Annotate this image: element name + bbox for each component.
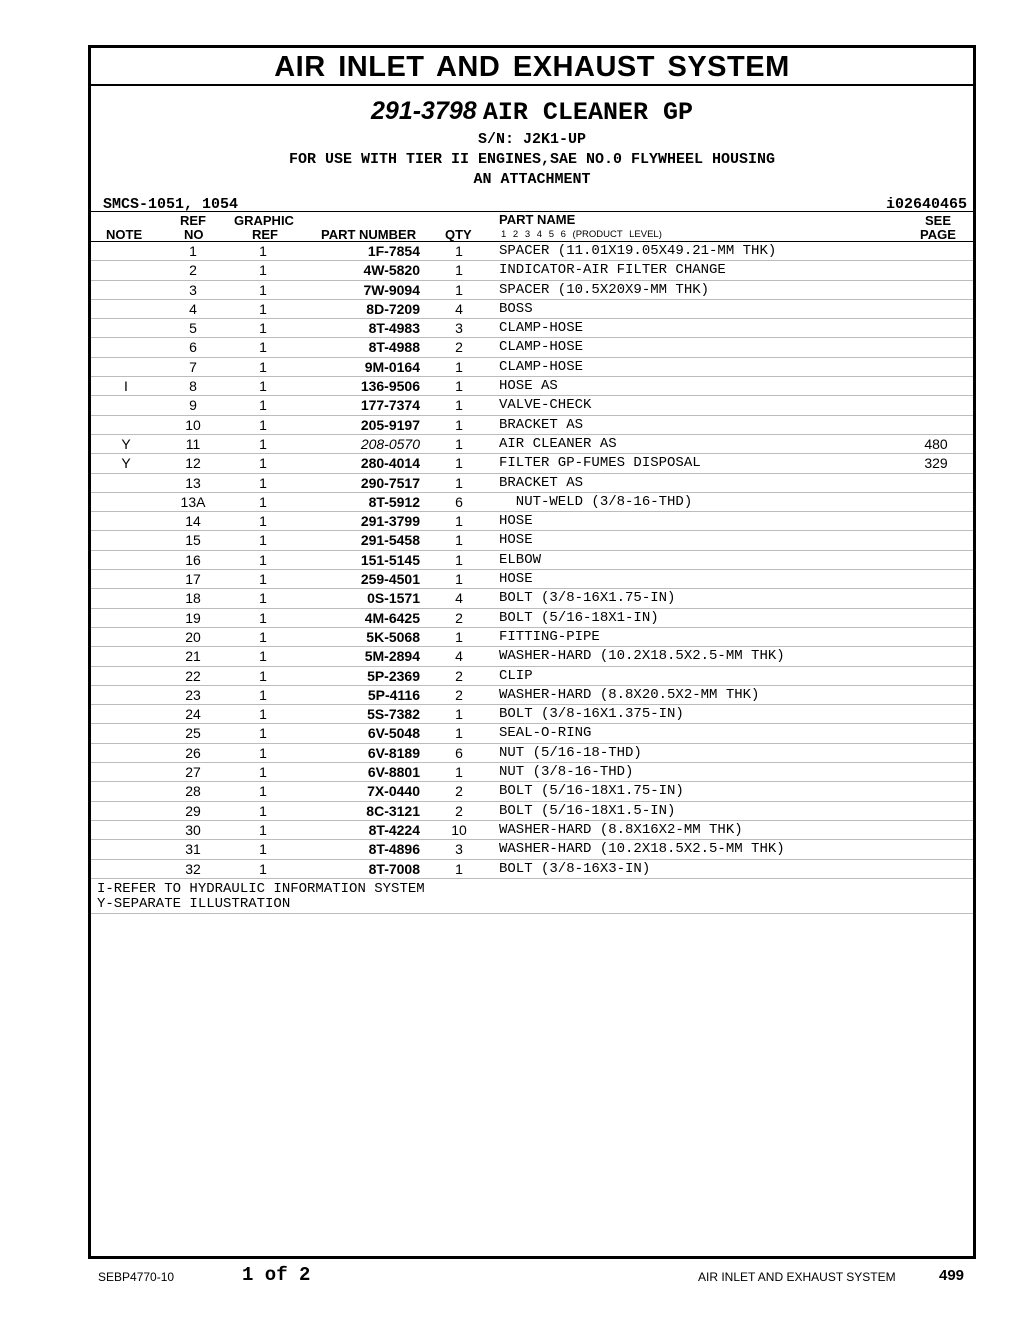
ref-no-cell: 21 xyxy=(185,648,201,665)
table-row xyxy=(91,763,973,782)
qty-cell: 4 xyxy=(455,590,463,607)
ref-no-cell: 16 xyxy=(185,551,201,568)
part-name-cell: VALVE-CHECK xyxy=(499,397,592,414)
qty-cell: 1 xyxy=(455,571,463,588)
part-number-cell[interactable]: 205-9197 xyxy=(360,416,420,433)
graphic-ref-cell: 1 xyxy=(259,783,267,800)
ref-no-cell: 9 xyxy=(189,397,197,414)
usage-line-2: AN ATTACHMENT xyxy=(473,171,591,188)
graphic-ref-cell: 1 xyxy=(259,821,267,838)
graphic-ref-cell: 1 xyxy=(259,802,267,819)
part-name-cell: CLIP xyxy=(499,667,533,684)
part-number-cell[interactable]: 280-4014 xyxy=(360,455,420,472)
ref-no-cell: 7 xyxy=(189,358,197,375)
table-row xyxy=(91,512,973,531)
ref-no-cell: 12 xyxy=(185,455,201,472)
table-row xyxy=(91,705,973,724)
part-number-cell[interactable]: 4W-5820 xyxy=(363,262,420,279)
qty-cell: 1 xyxy=(455,358,463,375)
part-number-cell[interactable]: 8T-4896 xyxy=(368,841,420,858)
qty-cell: 1 xyxy=(455,262,463,279)
table-row xyxy=(91,281,973,300)
part-name-cell: BOLT (5/16-18X1.75-IN) xyxy=(499,783,684,800)
graphic-ref-cell: 1 xyxy=(259,648,267,665)
table-row xyxy=(91,474,973,493)
part-number-cell[interactable]: 5M-2894 xyxy=(364,648,420,665)
qty-cell: 1 xyxy=(455,243,463,259)
part-number-cell[interactable]: 151-5145 xyxy=(360,551,420,568)
part-number-cell[interactable]: 6V-5048 xyxy=(367,725,420,742)
table-row xyxy=(91,377,973,396)
qty-cell: 6 xyxy=(455,744,463,761)
graphic-ref-cell: 1 xyxy=(259,281,267,298)
graphic-ref-cell: 1 xyxy=(259,667,267,684)
part-name-cell: HOSE xyxy=(499,571,533,588)
ref-no-cell: 8 xyxy=(189,378,197,395)
qty-cell: 6 xyxy=(455,493,463,510)
part-name-cell: BOLT (5/16-18X1-IN) xyxy=(499,609,659,626)
part-name-cell: SPACER (11.01X19.05X49.21-MM THK) xyxy=(499,243,777,259)
graphic-ref-cell: 1 xyxy=(259,513,267,530)
part-number-cell[interactable]: 1F-7854 xyxy=(367,243,420,259)
page-frame xyxy=(88,45,976,1259)
graphic-ref-cell: 1 xyxy=(259,590,267,607)
graphic-ref-cell: 1 xyxy=(259,474,267,491)
usage-line-1: FOR USE WITH TIER II ENGINES,SAE NO.0 FLYWHEEL HOUSING xyxy=(288,151,776,168)
table-row xyxy=(91,454,973,473)
part-name-cell: HOSE AS xyxy=(499,378,558,395)
serial-number: S/N: J2K1-UP xyxy=(477,131,587,148)
notes-section xyxy=(91,879,973,914)
ref-no-cell: 19 xyxy=(185,609,201,626)
graphic-ref-cell: 1 xyxy=(259,493,267,510)
qty-cell: 2 xyxy=(455,667,463,684)
table-row xyxy=(91,686,973,705)
page-number: 499 xyxy=(939,1267,965,1284)
part-number-cell[interactable]: 6V-8189 xyxy=(367,744,420,761)
table-row xyxy=(91,416,973,435)
part-number-cell[interactable]: 8D-7209 xyxy=(366,300,420,317)
ref-no-cell: 24 xyxy=(185,706,201,723)
note-i: I-REFER TO HYDRAULIC INFORMATION SYSTEM xyxy=(97,880,425,897)
part-name-cell: FILTER GP-FUMES DISPOSAL xyxy=(499,455,701,472)
graphic-ref-cell: 1 xyxy=(259,416,267,433)
part-name-cell: NUT (3/8-16-THD) xyxy=(499,764,634,781)
doc-id: SEBP4770-10 xyxy=(98,1270,175,1284)
table-row xyxy=(91,589,973,608)
ref-no-cell: 10 xyxy=(185,416,201,433)
ref-no-cell: 14 xyxy=(185,513,201,530)
table-row xyxy=(91,435,973,454)
part-number-cell[interactable]: 5P-4116 xyxy=(367,686,420,703)
qty-cell: 2 xyxy=(455,783,463,800)
part-name-cell: HOSE xyxy=(499,532,533,549)
part-number-cell[interactable]: 8T-4224 xyxy=(368,821,420,838)
col-part-number: PART NUMBER xyxy=(321,227,417,242)
qty-cell: 3 xyxy=(455,320,463,337)
qty-cell: 4 xyxy=(455,300,463,317)
table-row xyxy=(91,802,973,821)
graphic-ref-cell: 1 xyxy=(259,358,267,375)
col-qty: QTY xyxy=(445,227,472,242)
ref-no-cell: 27 xyxy=(185,764,201,781)
ref-no-cell: 22 xyxy=(185,667,201,684)
graphic-ref-cell: 1 xyxy=(259,435,267,452)
col-ref-bottom: NO xyxy=(184,227,204,242)
graphic-ref-cell: 1 xyxy=(259,744,267,761)
part-number-cell[interactable]: 7X-0440 xyxy=(367,783,420,800)
qty-cell: 1 xyxy=(455,416,463,433)
part-name-cell: NUT-WELD (3/8-16-THD) xyxy=(499,493,693,510)
graphic-ref-cell: 1 xyxy=(259,300,267,317)
group-header xyxy=(91,86,973,212)
footer-section: AIR INLET AND EXHAUST SYSTEM xyxy=(698,1270,896,1284)
graphic-ref-cell: 1 xyxy=(259,243,267,259)
graphic-ref-cell: 1 xyxy=(259,339,267,356)
graphic-ref-cell: 1 xyxy=(259,571,267,588)
graphic-ref-cell: 1 xyxy=(259,725,267,742)
table-row xyxy=(91,396,973,415)
part-name-cell: CLAMP-HOSE xyxy=(499,358,584,375)
part-name-cell: BOSS xyxy=(499,300,533,317)
part-number-cell[interactable]: 0S-1571 xyxy=(367,590,420,607)
part-number-cell[interactable]: 4M-6425 xyxy=(364,609,420,626)
illustration-id: i02640465 xyxy=(885,196,967,213)
table-row xyxy=(91,782,973,801)
qty-cell: 2 xyxy=(455,802,463,819)
graphic-ref-cell: 1 xyxy=(259,262,267,279)
qty-cell: 1 xyxy=(455,706,463,723)
part-name-cell: BRACKET AS xyxy=(499,416,584,433)
part-name-cell: BOLT (3/8-16X1.375-IN) xyxy=(499,706,684,723)
ref-no-cell: 15 xyxy=(185,532,201,549)
graphic-ref-cell: 1 xyxy=(259,532,267,549)
table-row xyxy=(91,724,973,743)
part-name-cell: SPACER (10.5X20X9-MM THK) xyxy=(499,281,710,298)
graphic-ref-cell: 1 xyxy=(259,686,267,703)
part-name-cell: INDICATOR-AIR FILTER CHANGE xyxy=(499,262,726,279)
group-name: AIR CLEANER GP xyxy=(482,98,693,127)
part-number-cell[interactable]: 5P-2369 xyxy=(367,667,420,684)
table-row xyxy=(91,860,973,879)
ref-no-cell: 13 xyxy=(185,474,201,491)
part-name-cell: BOLT (3/8-16X3-IN) xyxy=(499,860,651,877)
ref-no-cell: 5 xyxy=(189,320,197,337)
graphic-ref-cell: 1 xyxy=(259,551,267,568)
ref-no-cell: 11 xyxy=(185,435,201,452)
group-number[interactable]: 291-3798 xyxy=(371,97,477,125)
ref-no-cell: 2 xyxy=(189,262,197,279)
table-row xyxy=(91,338,973,357)
qty-cell: 1 xyxy=(455,628,463,645)
col-product-level: 1 2 3 4 5 6 (PRODUCT LEVEL) xyxy=(501,229,662,240)
part-name-cell: CLAMP-HOSE xyxy=(499,320,584,337)
qty-cell: 1 xyxy=(455,435,463,452)
table-row xyxy=(91,493,973,512)
part-number-cell[interactable]: 6V-8801 xyxy=(367,764,420,781)
parts-list xyxy=(91,242,973,879)
ref-no-cell: 32 xyxy=(185,860,201,877)
part-number-cell[interactable]: 136-9506 xyxy=(360,378,420,395)
note-y: Y-SEPARATE ILLUSTRATION xyxy=(97,895,291,912)
qty-cell: 1 xyxy=(455,397,463,414)
col-ref-top: REF xyxy=(180,213,206,228)
part-number-cell[interactable]: 8T-4988 xyxy=(368,339,420,356)
part-name-cell: HOSE xyxy=(499,513,533,530)
col-graphic-bottom: REF xyxy=(252,227,278,242)
table-row xyxy=(91,609,973,628)
ref-no-cell: 20 xyxy=(185,628,201,645)
part-number-cell[interactable]: 177-7374 xyxy=(360,397,420,414)
table-row xyxy=(91,300,973,319)
table-row xyxy=(91,840,973,859)
graphic-ref-cell: 1 xyxy=(259,860,267,877)
part-number-cell[interactable]: 8T-5912 xyxy=(368,493,420,510)
ref-no-cell: 30 xyxy=(185,821,201,838)
ref-no-cell: 29 xyxy=(185,802,201,819)
qty-cell: 1 xyxy=(455,378,463,395)
qty-cell: 1 xyxy=(455,281,463,298)
part-number-cell[interactable]: 208-0570 xyxy=(360,435,420,452)
part-name-cell: WASHER-HARD (10.2X18.5X2.5-MM THK) xyxy=(499,648,785,665)
ref-no-cell: 26 xyxy=(185,744,201,761)
graphic-ref-cell: 1 xyxy=(259,764,267,781)
col-see-top: SEE xyxy=(925,213,952,228)
graphic-ref-cell: 1 xyxy=(259,455,267,472)
graphic-ref-cell: 1 xyxy=(259,320,267,337)
ref-no-cell: 31 xyxy=(185,841,201,858)
group-heading xyxy=(91,96,973,128)
part-name-cell: FITTING-PIPE xyxy=(499,628,600,645)
part-name-cell: BOLT (3/8-16X1.75-IN) xyxy=(499,590,676,607)
qty-cell: 10 xyxy=(451,821,467,838)
part-name-cell: SEAL-O-RING xyxy=(499,725,592,742)
table-row xyxy=(91,531,973,550)
table-row xyxy=(91,551,973,570)
qty-cell: 1 xyxy=(455,455,463,472)
table-row xyxy=(91,667,973,686)
graphic-ref-cell: 1 xyxy=(259,628,267,645)
part-name-cell: WASHER-HARD (10.2X18.5X2.5-MM THK) xyxy=(499,841,785,858)
part-number-cell[interactable]: 5K-5068 xyxy=(366,628,420,645)
smcs-code: SMCS-1051, 1054 xyxy=(103,196,239,213)
qty-cell: 1 xyxy=(455,513,463,530)
part-number-cell[interactable]: 7W-9094 xyxy=(363,281,420,298)
col-part-name: PART NAME xyxy=(499,212,576,227)
qty-cell: 1 xyxy=(455,551,463,568)
ref-no-cell: 25 xyxy=(185,725,201,742)
page-title: AIR INLET AND EXHAUST SYSTEM xyxy=(91,48,973,86)
graphic-ref-cell: 1 xyxy=(259,397,267,414)
ref-no-cell: 13A xyxy=(180,493,206,510)
note-cell: Y xyxy=(121,455,131,472)
table-row xyxy=(91,821,973,840)
qty-cell: 2 xyxy=(455,609,463,626)
col-see-bottom: PAGE xyxy=(920,227,956,242)
qty-cell: 1 xyxy=(455,474,463,491)
part-number-cell[interactable]: 291-3799 xyxy=(360,513,420,530)
part-name-cell: BRACKET AS xyxy=(499,474,584,491)
part-name-cell: CLAMP-HOSE xyxy=(499,339,584,356)
table-row xyxy=(91,744,973,763)
qty-cell: 4 xyxy=(455,648,463,665)
graphic-ref-cell: 1 xyxy=(259,706,267,723)
graphic-ref-cell: 1 xyxy=(259,609,267,626)
see-page-cell[interactable]: 480 xyxy=(924,435,948,452)
note-cell: I xyxy=(124,378,128,395)
part-number-cell[interactable]: 8T-7008 xyxy=(368,860,420,877)
graphic-ref-cell: 1 xyxy=(259,378,267,395)
col-note: NOTE xyxy=(106,227,143,242)
qty-cell: 1 xyxy=(455,860,463,877)
see-page-cell[interactable]: 329 xyxy=(924,455,948,472)
ref-no-cell: 23 xyxy=(185,686,201,703)
ref-no-cell: 6 xyxy=(189,339,197,356)
table-row xyxy=(91,647,973,666)
part-name-cell: AIR CLEANER AS xyxy=(499,435,617,452)
ref-no-cell: 3 xyxy=(189,281,197,298)
table-row xyxy=(91,319,973,338)
ref-no-cell: 28 xyxy=(185,783,201,800)
note-cell: Y xyxy=(121,435,131,452)
part-name-cell: NUT (5/16-18-THD) xyxy=(499,744,642,761)
part-name-cell: ELBOW xyxy=(499,551,542,568)
qty-cell: 1 xyxy=(455,725,463,742)
ref-no-cell: 17 xyxy=(185,571,201,588)
part-number-cell[interactable]: 8C-3121 xyxy=(366,802,420,819)
part-name-cell: WASHER-HARD (8.8X16X2-MM THK) xyxy=(499,821,743,838)
table-row xyxy=(91,242,973,261)
part-name-cell: BOLT (5/16-18X1.5-IN) xyxy=(499,802,676,819)
qty-cell: 2 xyxy=(455,686,463,703)
column-headers xyxy=(91,212,973,242)
page-of: 1 of 2 xyxy=(242,1264,311,1286)
part-number-cell[interactable]: 290-7517 xyxy=(360,474,420,491)
part-number-cell[interactable]: 291-5458 xyxy=(360,532,420,549)
part-number-cell[interactable]: 5S-7382 xyxy=(367,706,420,723)
qty-cell: 2 xyxy=(455,339,463,356)
graphic-ref-cell: 1 xyxy=(259,841,267,858)
table-row xyxy=(91,628,973,647)
qty-cell: 3 xyxy=(455,841,463,858)
table-row xyxy=(91,570,973,589)
qty-cell: 1 xyxy=(455,764,463,781)
table-row xyxy=(91,261,973,280)
ref-no-cell: 4 xyxy=(189,300,197,317)
table-row xyxy=(91,358,973,377)
part-number-cell[interactable]: 9M-0164 xyxy=(364,358,420,375)
part-name-cell: WASHER-HARD (8.8X20.5X2-MM THK) xyxy=(499,686,760,703)
qty-cell: 1 xyxy=(455,532,463,549)
part-number-cell[interactable]: 8T-4983 xyxy=(368,320,420,337)
ref-no-cell: 18 xyxy=(185,590,201,607)
ref-no-cell: 1 xyxy=(189,243,197,259)
part-number-cell[interactable]: 259-4501 xyxy=(360,571,420,588)
col-graphic-top: GRAPHIC xyxy=(234,213,294,228)
